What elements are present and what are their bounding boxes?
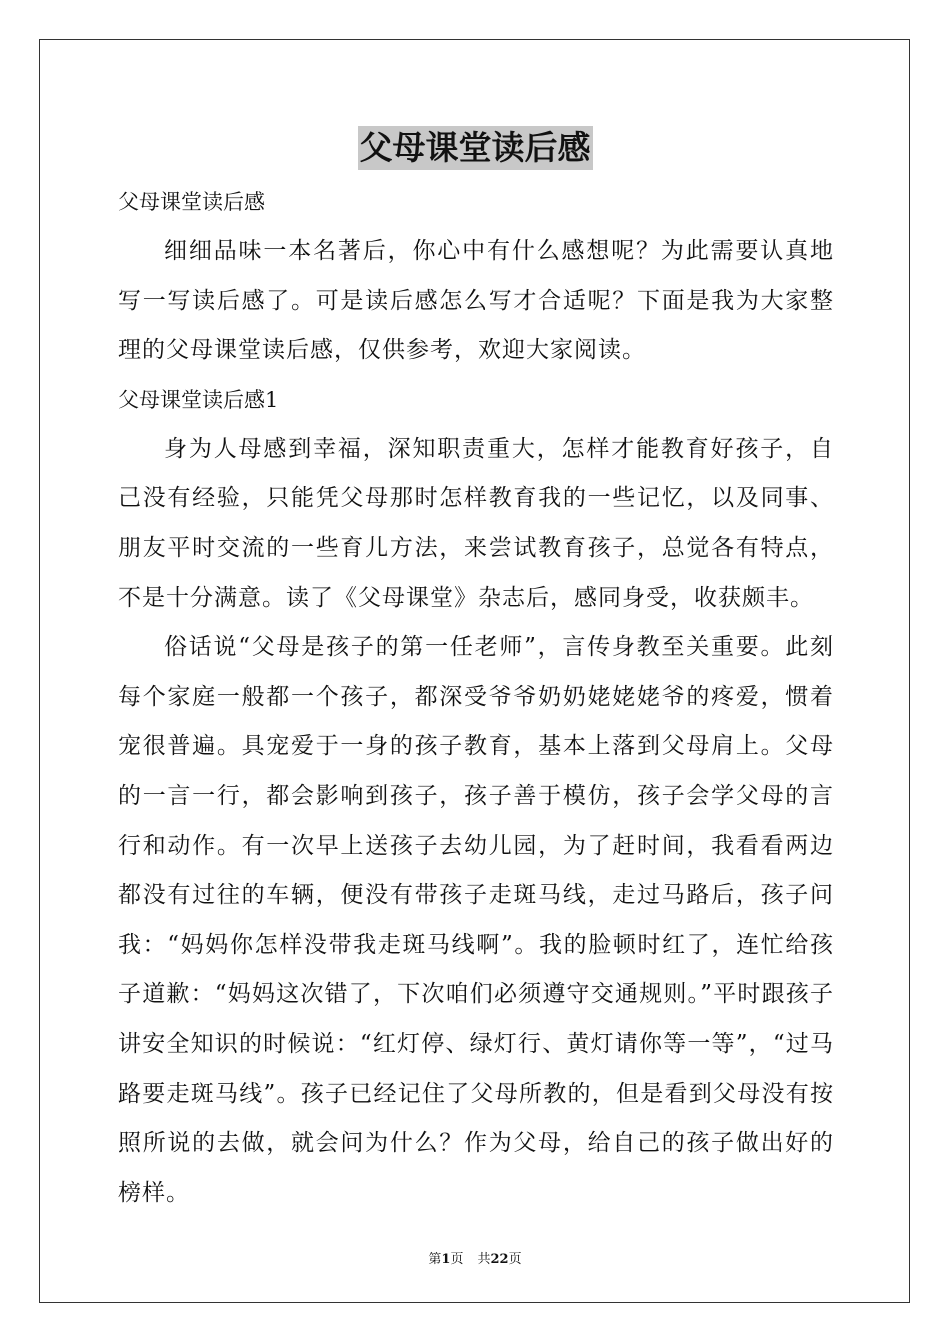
total-suffix: 页 [508,1252,522,1267]
section-heading-1: 父母课堂读后感1 [118,387,279,412]
title-container [0,126,950,170]
page-prefix: 第 [428,1252,442,1267]
body-paragraph-1: 身为人母感到幸福，深知职责重大，怎样才能教育好孩子，自己没有经验，只能凭父母那时怎样教育我的一些记忆，以及同事、朋友平时交流的一些育儿方法，来尝试教育孩子，总觉各有特点，不是十分满意。读了《父母课堂》杂志后，感同身受，收获颇丰。 [118,435,834,611]
document-title: 父母课堂读后感 [358,126,593,170]
page-suffix: 页 [450,1252,464,1267]
section-heading: 父母课堂读后感 [118,190,265,214]
total-prefix: 共 [477,1252,491,1267]
page-total: 22 [490,1252,509,1267]
page-current: 1 [441,1252,451,1267]
document-body [118,178,834,1218]
page-footer [0,1248,950,1267]
intro-paragraph: 细细品味一本名著后，你心中有什么感想呢？为此需要认真地写一写读后感了。可是读后感怎么写才合适呢？下面是我为大家整理的父母课堂读后感，仅供参考，欢迎大家阅读。 [118,238,834,364]
body-paragraph-2: 俗话说“父母是孩子的第一任老师”，言传身教至关重要。此刻每个家庭一般都一个孩子，都深受爷爷奶奶姥姥姥爷的疼爱，惯着宠很普遍。具宠爱于一身的孩子教育，基本上落到父母肩上。父母的一言一行，都会影响到孩子，孩子善于模仿，孩子会学父母的言行和动作。有一次早上送孩子去幼儿园，为了赶时间，我看看两边都没有过往的车辆，便没有带孩子走斑马线，走过马路后，孩子问我：“妈妈你怎样没带我走斑马线啊”。我的脸顿时红了，连忙给孩子道歉：“妈妈这次错了，下次咱们必须遵守交通规则。”平时跟孩子讲安全知识的时候说：“红灯停、绿灯行、黄灯请你等一等”，“过马路要走斑马线”。孩子已经记住了父母所教的，但是看到父母没有按照所说的去做，就会问为什么？作为父母，给自己的孩子做出好的榜样。 [118,634,834,1206]
